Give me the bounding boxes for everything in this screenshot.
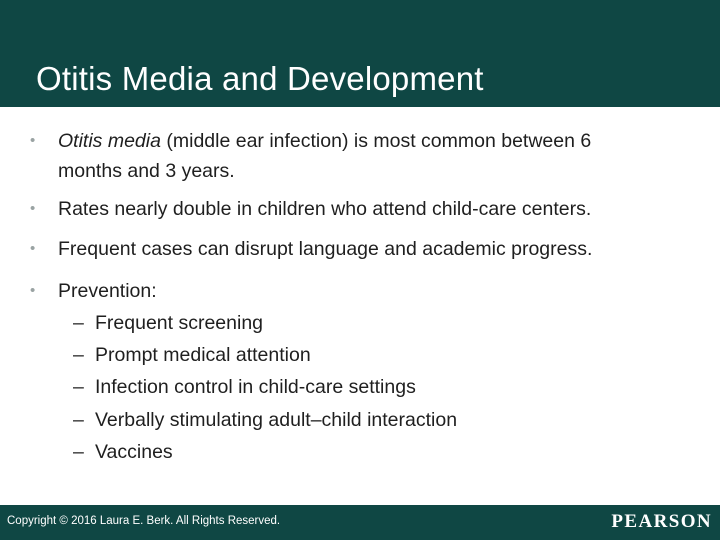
bullet-text: Frequent cases can disrupt language and academic progress. <box>58 238 593 260</box>
bullet-text: Prevention: <box>58 280 157 302</box>
sub-bullet-text: Prompt medical attention <box>95 344 311 366</box>
sub-bullet-marker: – <box>73 441 84 463</box>
sub-bullet-marker: – <box>73 344 84 366</box>
sub-bullet-marker: – <box>73 312 84 334</box>
bullet-marker: • <box>30 132 36 149</box>
bullet-marker: • <box>30 200 36 217</box>
publisher-logo: PEARSON <box>611 511 712 532</box>
sub-bullet-text: Infection control in child-care settings <box>95 376 416 398</box>
bullet-text <box>58 126 678 186</box>
sub-bullet-marker: – <box>73 376 84 398</box>
slide-footer <box>0 505 720 540</box>
slide-title: Otitis Media and Development <box>36 60 484 97</box>
bullet-marker: • <box>30 240 36 257</box>
bullet-text: Rates nearly double in children who attend child-care centers. <box>58 198 592 220</box>
sub-bullet-text: Verbally stimulating adult–child interaction <box>95 409 458 431</box>
sub-bullet-marker: – <box>73 409 84 431</box>
sub-bullet-text: Vaccines <box>95 441 173 463</box>
sub-bullet-text: Frequent screening <box>95 312 264 334</box>
bullet-term: Otitis media <box>58 130 161 152</box>
copyright-notice: Copyright © 2016 Laura E. Berk. All Rights Reserved. <box>7 515 281 527</box>
bullet-marker: • <box>30 282 36 299</box>
bullet-desc: (middle ear infection) is most common between 6 months and 3 years. <box>58 130 592 182</box>
